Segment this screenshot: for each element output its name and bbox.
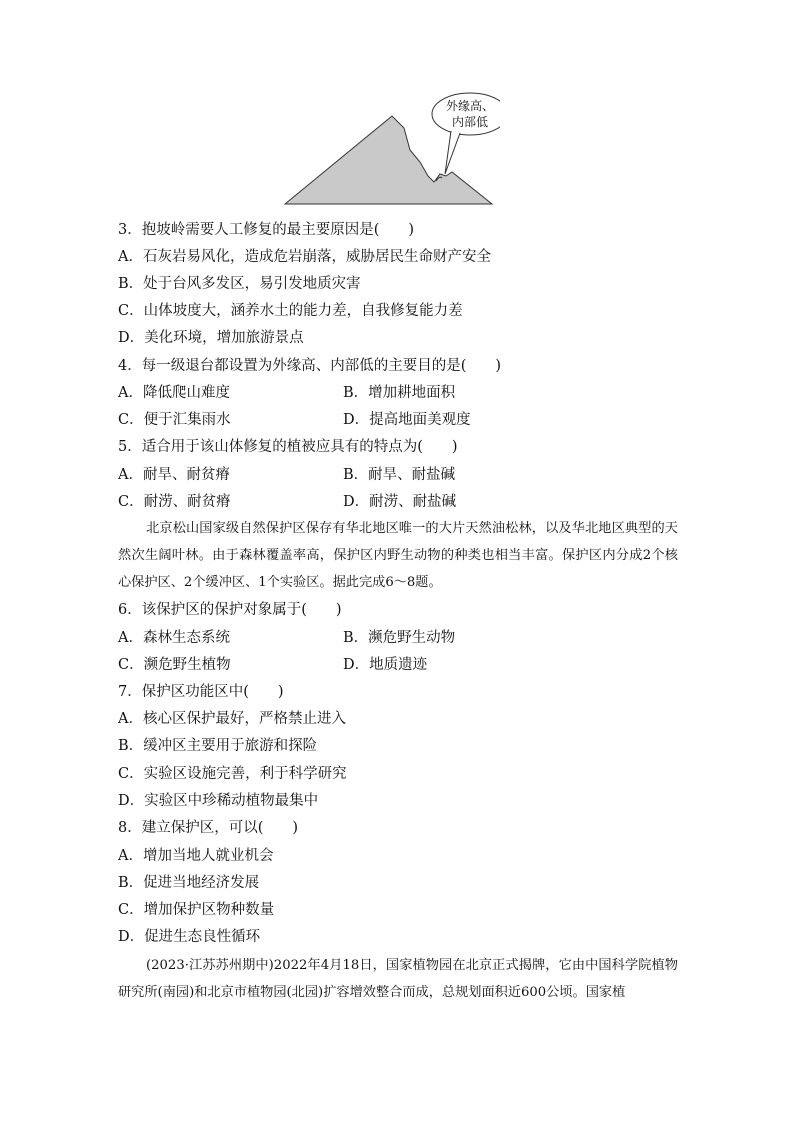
q7-option-c: C．实验区设施完善，利于科学研究 (118, 766, 347, 782)
q4-option-c: C．便于汇集雨水 (118, 412, 231, 428)
q6-option-b: B．濒危野生动物 (343, 630, 456, 646)
q6-option-d: D．地质遗迹 (343, 657, 428, 673)
q3-option-c: C．山体坡度大，涵养水土的能力差，自我修复能力差 (118, 303, 463, 319)
q5-option-c: C．耐涝、耐贫瘠 (118, 494, 231, 510)
q4-option-d: D．提高地面美观度 (343, 412, 471, 428)
q8-option-b: B．促进当地经济发展 (118, 875, 260, 891)
q8-option-c: C．增加保护区物种数量 (118, 902, 275, 918)
callout-pointer (445, 131, 460, 174)
mountain-figure (280, 92, 500, 210)
q8-option-a: A．增加当地人就业机会 (118, 848, 274, 864)
q8-option-d: D．促进生态良性循环 (118, 929, 261, 945)
q7-option-a: A．核心区保护最好，严格禁止进入 (118, 711, 346, 727)
q8-stem: 8．建立保护区，可以( ) (118, 820, 299, 836)
callout-line-2: 内部低 (451, 115, 489, 129)
q5-option-d: D．耐涝、耐盐碱 (343, 494, 457, 510)
mountain-diagram (280, 92, 500, 210)
callout-line-1: 外缘高、 (445, 99, 495, 113)
q6-stem: 6．该保护区的保护对象属于( ) (118, 602, 342, 618)
q5-option-a: A．耐旱、耐贫瘠 (118, 467, 230, 483)
q5-stem: 5．适合用于该山体修复的植被应具有的特点为( ) (118, 439, 458, 455)
passage-botanical-garden-text: (2023·江苏苏州期中)2022年4月18日，国家植物园在北京正式揭牌，它由中国科学院植物研究所(南园)和北京市植物园(北园)扩容增效整合而成，总规划面积近600公顷。国家植 (118, 958, 678, 1000)
q6-option-c: C．濒危野生植物 (118, 657, 231, 673)
q3-option-d: D．美化环境，增加旅游景点 (118, 330, 304, 346)
passage-songshan (118, 515, 678, 596)
q3-stem: 3．抱坡岭需要人工修复的最主要原因是( ) (118, 222, 415, 238)
q3-option-b: B．处于台风多发区，易引发地质灾害 (118, 276, 361, 292)
q4-option-a: A．降低爬山难度 (118, 385, 230, 401)
q7-stem: 7．保护区功能区中( ) (118, 684, 284, 700)
q7-option-d: D．实验区中珍稀动植物最集中 (118, 793, 319, 809)
q5-option-b: B．耐旱、耐盐碱 (343, 467, 456, 483)
q6-option-a: A．森林生态系统 (118, 630, 230, 646)
passage-botanical-garden (118, 952, 678, 1006)
q4-option-b: B．增加耕地面积 (343, 385, 456, 401)
q3-option-a: A．石灰岩易风化，造成危岩崩落，威胁居民生命财产安全 (118, 249, 491, 265)
q4-stem: 4．每一级退台都设置为外缘高、内部低的主要目的是( ) (118, 358, 502, 374)
q7-option-b: B．缓冲区主要用于旅游和探险 (118, 738, 318, 754)
passage-songshan-text: 北京松山国家级自然保护区保存有华北地区唯一的大片天然油松林，以及华北地区典型的天然次生阔叶林。由于森林覆盖率高，保护区内野生动物的种类也相当丰富。保护区内分成2个核心保护区、2个缓冲区、1个实验区。据此完成6～8题。 (118, 521, 678, 590)
